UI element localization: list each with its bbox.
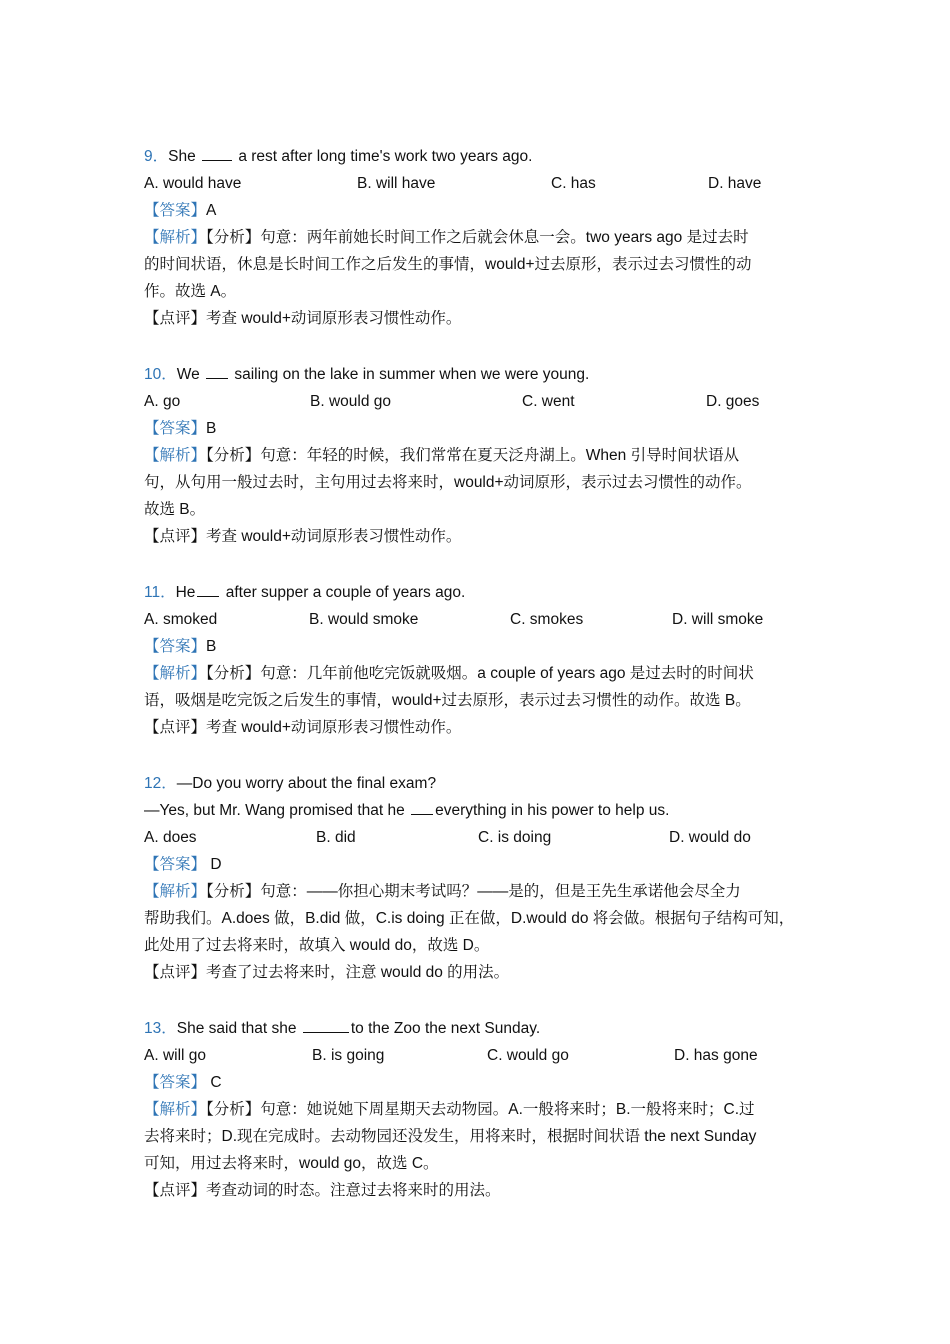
question-stem bbox=[144, 143, 824, 170]
answer-label: 【答案】 bbox=[144, 856, 207, 873]
question-stem bbox=[144, 361, 824, 388]
comment-label: 【点评】 bbox=[144, 719, 207, 736]
option-b: B. would smoke bbox=[309, 611, 419, 628]
analysis-block bbox=[144, 878, 824, 959]
answer-blank bbox=[202, 145, 232, 161]
comment-line bbox=[144, 1177, 824, 1204]
option-a: A. go bbox=[144, 393, 181, 410]
option-c: C. smokes bbox=[510, 611, 584, 628]
option-d: D. has gone bbox=[674, 1047, 758, 1064]
option-b: B. will have bbox=[357, 175, 436, 192]
stem-text: He bbox=[175, 584, 196, 601]
stem-text: She bbox=[168, 148, 201, 165]
options-row bbox=[144, 388, 824, 415]
comment-line bbox=[144, 959, 824, 986]
stem-text: sailing on the lake in summer when we were young. bbox=[230, 366, 590, 383]
stem-text: She said that she bbox=[176, 1020, 301, 1037]
option-d: D. would do bbox=[669, 829, 751, 846]
option-a: A. smoked bbox=[144, 611, 218, 628]
analysis-text: 【分析】句意：两年前她长时间工作之后就会休息一会。two years ago 是过去时 bbox=[206, 229, 749, 246]
option-c: C. went bbox=[522, 393, 575, 410]
analysis-label: 【解析】 bbox=[144, 229, 207, 246]
analysis-block bbox=[144, 1096, 824, 1177]
stem-text: to the Zoo the next Sunday. bbox=[350, 1020, 541, 1037]
option-c: C. would go bbox=[487, 1047, 569, 1064]
comment-line bbox=[144, 523, 824, 550]
analysis-text: 故选 B。 bbox=[144, 501, 206, 518]
answer-label: 【答案】 bbox=[144, 1074, 207, 1091]
comment-line bbox=[144, 305, 824, 332]
question-10 bbox=[144, 361, 824, 550]
question-number: 12． bbox=[144, 775, 177, 792]
stem-text: —Do you worry about the final exam? bbox=[176, 775, 437, 792]
answer-line bbox=[144, 633, 824, 660]
answer-line bbox=[144, 197, 824, 224]
stem-text: after supper a couple of years ago. bbox=[221, 584, 466, 601]
analysis-label: 【解析】 bbox=[144, 665, 207, 682]
comment-label: 【点评】 bbox=[144, 964, 207, 981]
answer-label: 【答案】 bbox=[144, 420, 207, 437]
answer-label: 【答案】 bbox=[144, 202, 207, 219]
answer-value: B bbox=[206, 420, 217, 437]
analysis-block bbox=[144, 660, 824, 714]
answer-value: D bbox=[210, 856, 222, 873]
option-d: D. goes bbox=[706, 393, 760, 410]
options-row bbox=[144, 1042, 824, 1069]
option-a: A. would have bbox=[144, 175, 242, 192]
answer-value: B bbox=[206, 638, 217, 655]
analysis-block bbox=[144, 442, 824, 523]
analysis-text: 【分析】句意：——你担心期末考试吗？——是的，但是王先生承诺他会尽全力 bbox=[206, 883, 741, 900]
stem-text: a rest after long time's work two years ago. bbox=[234, 148, 533, 165]
question-13 bbox=[144, 1015, 824, 1204]
question-12 bbox=[144, 770, 824, 986]
comment-text: 考查了过去将来时，注意 would do 的用法。 bbox=[206, 964, 510, 981]
options-row bbox=[144, 606, 824, 633]
answer-line bbox=[144, 415, 824, 442]
question-stem bbox=[144, 1015, 824, 1042]
answer-blank bbox=[411, 799, 433, 815]
option-a: A. will go bbox=[144, 1047, 207, 1064]
answer-blank bbox=[197, 581, 219, 597]
analysis-text: 语，吸烟是吃完饭之后发生的事情，would+过去原形，表示过去习惯性的动作。故选 B。 bbox=[144, 692, 751, 709]
question-list bbox=[144, 143, 824, 1233]
analysis-label: 【解析】 bbox=[144, 1101, 207, 1118]
analysis-text: 【分析】句意：她说她下周星期天去动物园。A.一般将来时；B.一般将来时；C.过 bbox=[206, 1101, 755, 1118]
analysis-text: 作。故选 A。 bbox=[144, 283, 237, 300]
answer-blank bbox=[206, 363, 228, 379]
analysis-block bbox=[144, 224, 824, 305]
comment-text: 考查 would+动词原形表习惯性动作。 bbox=[206, 719, 462, 736]
analysis-text: 可知，用过去将来时，would go，故选 C。 bbox=[144, 1155, 439, 1172]
question-stem-line-2 bbox=[144, 797, 824, 824]
answer-value: C bbox=[210, 1074, 222, 1091]
comment-label: 【点评】 bbox=[144, 1182, 207, 1199]
question-stem bbox=[144, 579, 824, 606]
analysis-text: 帮助我们。A.does 做，B.did 做，C.is doing 正在做，D.would do 将会做。根据句子结构可知， bbox=[144, 910, 795, 927]
answer-line bbox=[144, 851, 824, 878]
option-b: B. would go bbox=[310, 393, 391, 410]
question-stem bbox=[144, 770, 824, 797]
option-c: C. has bbox=[551, 175, 596, 192]
option-d: D. have bbox=[708, 175, 762, 192]
answer-label: 【答案】 bbox=[144, 638, 207, 655]
comment-label: 【点评】 bbox=[144, 528, 207, 545]
options-row bbox=[144, 824, 824, 851]
stem-text: —Yes, but Mr. Wang promised that he bbox=[144, 802, 410, 819]
answer-value: A bbox=[206, 202, 217, 219]
analysis-text: 【分析】句意：年轻的时候，我们常常在夏天泛舟湖上。When 引导时间状语从 bbox=[206, 447, 740, 464]
options-row bbox=[144, 170, 824, 197]
stem-text: We bbox=[176, 366, 205, 383]
analysis-text: 【分析】句意：几年前他吃完饭就吸烟。a couple of years ago 是过去时的时间状 bbox=[206, 665, 754, 682]
option-b: B. is going bbox=[312, 1047, 385, 1064]
question-number: 10． bbox=[144, 366, 177, 383]
answer-line bbox=[144, 1069, 824, 1096]
analysis-text: 此处用了过去将来时，故填入 would do，故选 D。 bbox=[144, 937, 490, 954]
question-11 bbox=[144, 579, 824, 741]
analysis-label: 【解析】 bbox=[144, 447, 207, 464]
comment-line bbox=[144, 714, 824, 741]
comment-label: 【点评】 bbox=[144, 310, 207, 327]
comment-text: 考查 would+动词原形表习惯性动作。 bbox=[206, 528, 462, 545]
answer-blank bbox=[303, 1017, 349, 1033]
option-c: C. is doing bbox=[478, 829, 552, 846]
question-number: 13． bbox=[144, 1020, 177, 1037]
question-9 bbox=[144, 143, 824, 332]
option-d: D. will smoke bbox=[672, 611, 764, 628]
stem-text: everything in his power to help us. bbox=[435, 802, 670, 819]
question-number: 11． bbox=[144, 584, 176, 601]
question-number: 9． bbox=[144, 148, 169, 165]
analysis-label: 【解析】 bbox=[144, 883, 207, 900]
option-a: A. does bbox=[144, 829, 197, 846]
analysis-text: 的时间状语，休息是长时间工作之后发生的事情，would+过去原形，表示过去习惯性的动 bbox=[144, 256, 752, 273]
analysis-text: 句，从句用一般过去时，主句用过去将来时，would+动词原形，表示过去习惯性的动作。 bbox=[144, 474, 752, 491]
comment-text: 考查动词的时态。注意过去将来时的用法。 bbox=[206, 1182, 501, 1199]
comment-text: 考查 would+动词原形表习惯性动作。 bbox=[206, 310, 462, 327]
analysis-text: 去将来时；D.现在完成时。去动物园还没发生，用将来时，根据时间状语 the next Sunday bbox=[144, 1128, 757, 1145]
option-b: B. did bbox=[316, 829, 356, 846]
